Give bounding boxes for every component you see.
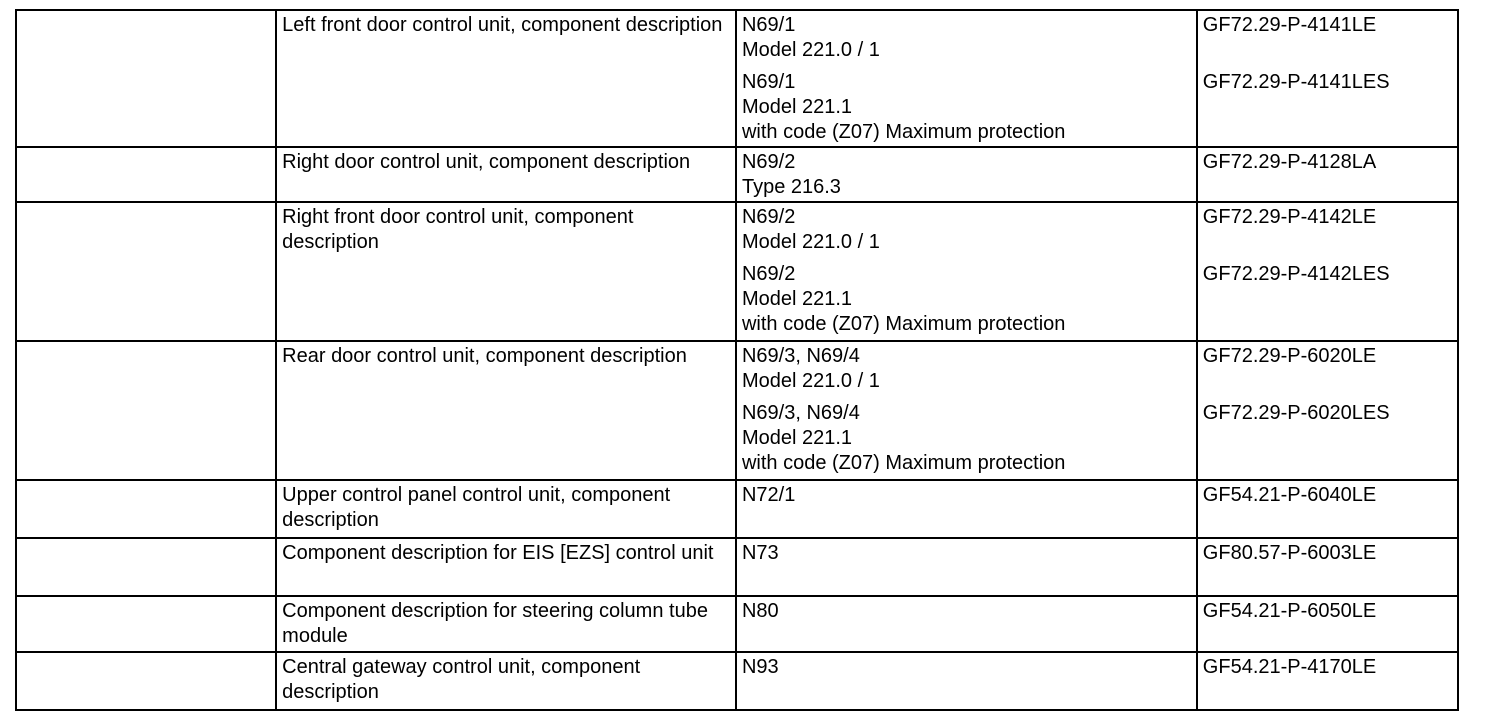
component-cell [736,596,1197,652]
document-reference: GF72.29-P-6020LE [1202,345,1377,367]
component-line: Type 216.3 [741,176,841,198]
description-text: Right door control unit, component description [282,151,691,173]
document-cell [1197,480,1458,538]
description-text: Rear door control unit, component description [282,345,687,367]
empty-cell [16,652,276,710]
description-text: Central gateway control unit, component description [282,656,641,703]
description-text: Component description for EIS [EZS] control unit [282,542,714,564]
component-line: with code (Z07) Maximum protection [741,121,1066,143]
document-reference: GF72.29-P-4142LES [1202,263,1390,285]
description-cell [276,652,736,710]
empty-cell [16,147,276,202]
description-text: Left front door control unit, component description [282,14,723,36]
description-text: Upper control panel control unit, component description [282,484,671,531]
component-line: N69/2 [741,206,796,228]
component-line: N69/2 [741,151,796,173]
table-row [16,202,1458,341]
empty-cell [16,480,276,538]
table-row [16,596,1458,652]
component-line: Model 221.0 / 1 [741,370,880,392]
document-reference: GF72.29-P-4141LES [1202,71,1390,93]
component-line: N73 [741,542,779,564]
component-line: N69/2 [741,263,796,285]
component-cell [736,10,1197,147]
component-cell [736,202,1197,341]
component-line: with code (Z07) Maximum protection [741,313,1066,335]
document-cell [1197,596,1458,652]
description-cell [276,202,736,341]
document-reference: GF54.21-P-4170LE [1202,656,1377,678]
document-reference: GF80.57-P-6003LE [1202,542,1377,564]
component-entry [742,70,1191,145]
document-cell [1197,10,1458,147]
table-row [16,538,1458,596]
component-entry [742,262,1191,337]
empty-cell [16,202,276,341]
table-row [16,480,1458,538]
description-cell [276,480,736,538]
component-cell [736,480,1197,538]
document-reference: GF72.29-P-4141LE [1202,14,1377,36]
component-entry [742,13,1191,63]
description-text: Right front door control unit, component description [282,206,634,253]
document-reference: GF54.21-P-6040LE [1202,484,1377,506]
component-line: N93 [741,656,779,678]
table-row [16,652,1458,710]
empty-cell [16,10,276,147]
component-line: Model 221.1 [741,96,853,118]
component-cell [736,538,1197,596]
empty-cell [16,341,276,480]
empty-cell [16,538,276,596]
component-entry [742,150,1191,200]
component-line: Model 221.1 [741,427,853,449]
table-row [16,147,1458,202]
component-cell [736,341,1197,480]
description-cell [276,538,736,596]
document-reference: GF72.29-P-4142LE [1202,206,1377,228]
component-line: N80 [741,600,779,622]
component-line: N69/1 [741,71,796,93]
description-cell [276,341,736,480]
description-cell [276,147,736,202]
component-entry [742,401,1191,476]
table-row [16,341,1458,480]
component-line: Model 221.0 / 1 [741,39,880,61]
description-text: Component description for steering column tube module [282,600,708,647]
component-line: N69/3, N69/4 [741,402,860,424]
component-entry [742,344,1191,394]
document-cell [1197,341,1458,480]
document-cell [1197,538,1458,596]
document-reference: GF54.21-P-6050LE [1202,600,1377,622]
description-cell [276,596,736,652]
document-reference: GF72.29-P-4128LA [1202,151,1377,173]
component-reference-table [15,9,1459,711]
component-entry [742,205,1191,255]
component-line: N72/1 [741,484,796,506]
document-cell [1197,652,1458,710]
document-reference: GF72.29-P-6020LES [1202,402,1390,424]
document-cell [1197,147,1458,202]
empty-cell [16,596,276,652]
component-line: Model 221.0 / 1 [741,231,880,253]
component-cell [736,147,1197,202]
description-cell [276,10,736,147]
component-line: Model 221.1 [741,288,853,310]
component-line: N69/3, N69/4 [741,345,860,367]
component-line: N69/1 [741,14,796,36]
component-line: with code (Z07) Maximum protection [741,452,1066,474]
component-cell [736,652,1197,710]
document-cell [1197,202,1458,341]
table-row [16,10,1458,147]
